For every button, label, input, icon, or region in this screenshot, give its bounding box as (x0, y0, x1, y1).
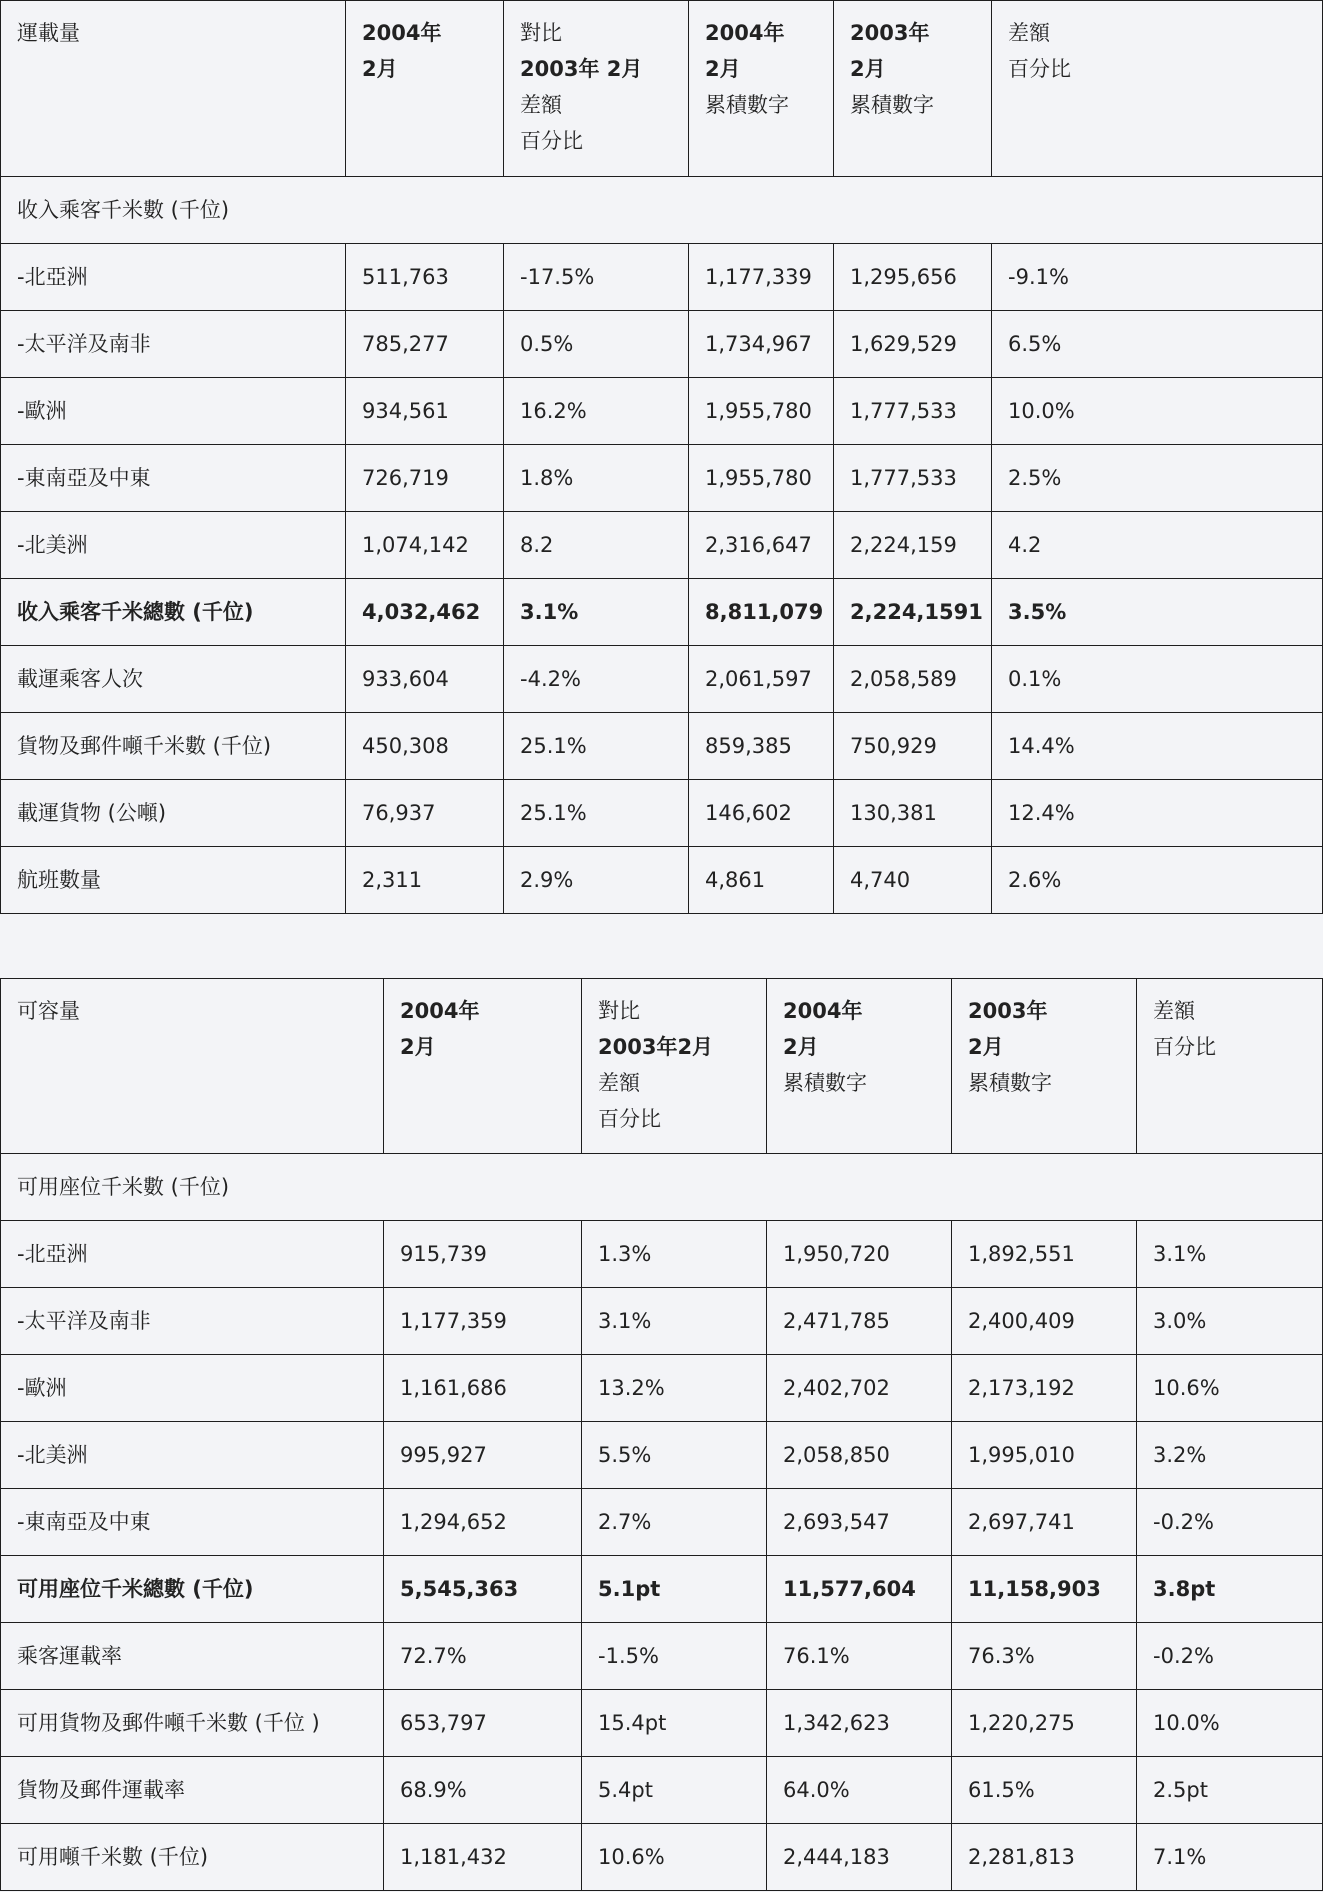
table-cell: 64.0% (767, 1757, 952, 1824)
table-row (1, 445, 1323, 512)
table-cell: 8,811,079 (689, 579, 834, 646)
table-cell: 11,158,903 (952, 1556, 1137, 1623)
row-label: -歐洲 (1, 378, 346, 445)
section-row (1, 177, 1323, 244)
table-cell: 72.7% (384, 1623, 582, 1690)
table-cell: 2.5% (992, 445, 1323, 512)
table-cell: 25.1% (504, 713, 689, 780)
table-cell: 2,061,597 (689, 646, 834, 713)
table-cell: 1,294,652 (384, 1489, 582, 1556)
table-cell: 11,577,604 (767, 1556, 952, 1623)
row-label: 載運乘客人次 (1, 646, 346, 713)
table-cell: 995,927 (384, 1422, 582, 1489)
table-cell: 2.5pt (1137, 1757, 1323, 1824)
table-cell: 1,955,780 (689, 445, 834, 512)
row-label: -北美洲 (1, 512, 346, 579)
row-label: -北亞洲 (1, 244, 346, 311)
table-row (1, 1556, 1323, 1623)
table-cell: 1,892,551 (952, 1221, 1137, 1288)
table-cell: 2.7% (582, 1489, 767, 1556)
capacity-table (0, 978, 1323, 1891)
row-label: 航班數量 (1, 847, 346, 914)
table-header-row (1, 1, 1323, 177)
table-cell: 4,032,462 (346, 579, 504, 646)
table-cell: 1,734,967 (689, 311, 834, 378)
table-cell: 6.5% (992, 311, 1323, 378)
table-cell: 10.6% (1137, 1355, 1323, 1422)
table-cell: 511,763 (346, 244, 504, 311)
row-label: 貨物及郵件噸千米數 (千位) (1, 713, 346, 780)
table-cell: 934,561 (346, 378, 504, 445)
header-cell: 對比 2003年2月 差額 百分比 (582, 979, 767, 1154)
table-cell: 3.2% (1137, 1422, 1323, 1489)
header-cell: 2003年 2月 累積數字 (952, 979, 1137, 1154)
row-label: 乘客運載率 (1, 1623, 384, 1690)
header-cell: 2004年 2月 (384, 979, 582, 1154)
table-cell: 146,602 (689, 780, 834, 847)
table-cell: -17.5% (504, 244, 689, 311)
table-cell: 1,295,656 (834, 244, 992, 311)
table-cell: 130,381 (834, 780, 992, 847)
table-cell: 726,719 (346, 445, 504, 512)
header-cell: 運載量 (1, 1, 346, 177)
row-label: -北亞洲 (1, 1221, 384, 1288)
table-cell: 0.5% (504, 311, 689, 378)
table-cell: 2.9% (504, 847, 689, 914)
table-cell: 2,311 (346, 847, 504, 914)
table-cell: 785,277 (346, 311, 504, 378)
table-cell: 12.4% (992, 780, 1323, 847)
table-row (1, 780, 1323, 847)
header-cell: 差額 百分比 (992, 1, 1323, 177)
table-cell: 915,739 (384, 1221, 582, 1288)
row-label: -太平洋及南非 (1, 1288, 384, 1355)
table-cell: 10.0% (1137, 1690, 1323, 1757)
header-cell: 可容量 (1, 979, 384, 1154)
table-cell: 25.1% (504, 780, 689, 847)
table-cell: 933,604 (346, 646, 504, 713)
table-cell: -0.2% (1137, 1489, 1323, 1556)
table-cell: 16.2% (504, 378, 689, 445)
row-label: -歐洲 (1, 1355, 384, 1422)
row-label: 可用噸千米數 (千位) (1, 1824, 384, 1891)
table-cell: 76,937 (346, 780, 504, 847)
table-cell: 1,181,432 (384, 1824, 582, 1891)
table-cell: 1,955,780 (689, 378, 834, 445)
row-label: -東南亞及中東 (1, 445, 346, 512)
table-row (1, 512, 1323, 579)
table-cell: 1,342,623 (767, 1690, 952, 1757)
section-row (1, 1154, 1323, 1221)
table-cell: 1.8% (504, 445, 689, 512)
section-label: 可用座位千米數 (千位) (1, 1154, 1323, 1221)
table-cell: 2,693,547 (767, 1489, 952, 1556)
table-row (1, 1757, 1323, 1824)
table-cell: 8.2 (504, 512, 689, 579)
table-row (1, 579, 1323, 646)
table-cell: 1,161,686 (384, 1355, 582, 1422)
table-cell: 859,385 (689, 713, 834, 780)
table-cell: 13.2% (582, 1355, 767, 1422)
header-cell: 差額 百分比 (1137, 979, 1323, 1154)
table-cell: 2,224,1591 (834, 579, 992, 646)
table-cell: 2,173,192 (952, 1355, 1137, 1422)
table-cell: 15.4pt (582, 1690, 767, 1757)
row-label: -太平洋及南非 (1, 311, 346, 378)
table-row (1, 1824, 1323, 1891)
table-cell: 2,058,850 (767, 1422, 952, 1489)
table-header-row (1, 979, 1323, 1154)
table-cell: 5.1pt (582, 1556, 767, 1623)
table-cell: 10.0% (992, 378, 1323, 445)
table-cell: 2,444,183 (767, 1824, 952, 1891)
table-cell: 7.1% (1137, 1824, 1323, 1891)
table-cell: 3.8pt (1137, 1556, 1323, 1623)
table-cell: 76.1% (767, 1623, 952, 1690)
row-label: 收入乘客千米總數 (千位) (1, 579, 346, 646)
table-cell: 2,400,409 (952, 1288, 1137, 1355)
table-cell: 1,995,010 (952, 1422, 1137, 1489)
table-cell: 2.6% (992, 847, 1323, 914)
traffic-table (0, 0, 1323, 914)
table-cell: 1,777,533 (834, 445, 992, 512)
table-cell: 2,402,702 (767, 1355, 952, 1422)
table-row (1, 311, 1323, 378)
row-label: 貨物及郵件運載率 (1, 1757, 384, 1824)
table-row (1, 713, 1323, 780)
table-row (1, 1355, 1323, 1422)
table-cell: 1.3% (582, 1221, 767, 1288)
table-row (1, 1489, 1323, 1556)
section-label: 收入乘客千米數 (千位) (1, 177, 1323, 244)
table-row (1, 1288, 1323, 1355)
row-label: 可用貨物及郵件噸千米數 (千位 ) (1, 1690, 384, 1757)
table-cell: 5,545,363 (384, 1556, 582, 1623)
table-row (1, 847, 1323, 914)
table-cell: 5.4pt (582, 1757, 767, 1824)
table-cell: 450,308 (346, 713, 504, 780)
table-cell: 4,861 (689, 847, 834, 914)
table-cell: 3.0% (1137, 1288, 1323, 1355)
table-cell: 1,777,533 (834, 378, 992, 445)
row-label: -東南亞及中東 (1, 1489, 384, 1556)
row-label: -北美洲 (1, 1422, 384, 1489)
header-cell: 2003年 2月 累積數字 (834, 1, 992, 177)
table-cell: 1,629,529 (834, 311, 992, 378)
table-cell: 4.2 (992, 512, 1323, 579)
table-row (1, 378, 1323, 445)
table-cell: 2,058,589 (834, 646, 992, 713)
table-cell: -4.2% (504, 646, 689, 713)
table-cell: -9.1% (992, 244, 1323, 311)
table-row (1, 646, 1323, 713)
table-cell: 3.5% (992, 579, 1323, 646)
table-cell: 76.3% (952, 1623, 1137, 1690)
table-cell: 1,177,359 (384, 1288, 582, 1355)
row-label: 可用座位千米總數 (千位) (1, 1556, 384, 1623)
table-cell: -1.5% (582, 1623, 767, 1690)
table-cell: 3.1% (1137, 1221, 1323, 1288)
header-cell: 對比 2003年 2月 差額 百分比 (504, 1, 689, 177)
table-cell: 3.1% (504, 579, 689, 646)
table-row (1, 1690, 1323, 1757)
table-cell: 653,797 (384, 1690, 582, 1757)
table-cell: 1,074,142 (346, 512, 504, 579)
table-cell: 750,929 (834, 713, 992, 780)
row-label: 載運貨物 (公噸) (1, 780, 346, 847)
table-cell: 10.6% (582, 1824, 767, 1891)
table-cell: 1,177,339 (689, 244, 834, 311)
table-row (1, 1221, 1323, 1288)
table-cell: 4,740 (834, 847, 992, 914)
table-cell: 2,316,647 (689, 512, 834, 579)
table-cell: 3.1% (582, 1288, 767, 1355)
table-row (1, 1623, 1323, 1690)
header-cell: 2004年 2月 累積數字 (767, 979, 952, 1154)
table-cell: 2,471,785 (767, 1288, 952, 1355)
table-cell: 2,224,159 (834, 512, 992, 579)
table-cell: 0.1% (992, 646, 1323, 713)
table-row (1, 244, 1323, 311)
table-cell: 61.5% (952, 1757, 1137, 1824)
table-cell: 14.4% (992, 713, 1323, 780)
table-cell: -0.2% (1137, 1623, 1323, 1690)
table-row (1, 1422, 1323, 1489)
table-cell: 1,950,720 (767, 1221, 952, 1288)
table-cell: 1,220,275 (952, 1690, 1137, 1757)
table-cell: 2,697,741 (952, 1489, 1137, 1556)
header-cell: 2004年 2月 累積數字 (689, 1, 834, 177)
header-cell: 2004年 2月 (346, 1, 504, 177)
table-cell: 68.9% (384, 1757, 582, 1824)
table-cell: 2,281,813 (952, 1824, 1137, 1891)
table-cell: 5.5% (582, 1422, 767, 1489)
